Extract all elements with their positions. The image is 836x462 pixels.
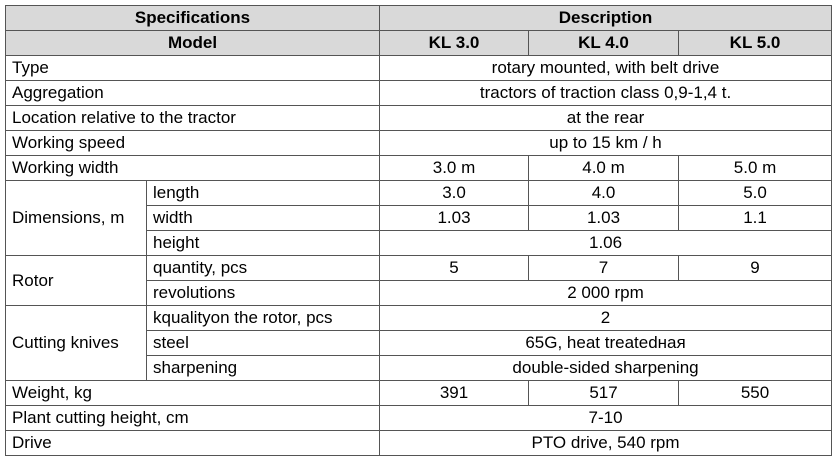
table-row [6,181,832,206]
table-row [6,106,832,131]
quantity-label: quantity, pcs [147,256,380,281]
table-row [6,156,832,181]
table-row [6,431,832,456]
type-value: rotary mounted, with belt drive [380,56,832,81]
quantity-kl30: 5 [380,256,529,281]
drive-label: Drive [6,431,380,456]
working-width-kl50: 5.0 m [679,156,832,181]
table-row [6,381,832,406]
width-kl40: 1.03 [529,206,679,231]
cutting-height-value: 7-10 [380,406,832,431]
cutting-height-label: Plant cutting height, cm [6,406,380,431]
sharpening-label: sharpening [147,356,380,381]
drive-value: PTO drive, 540 rpm [380,431,832,456]
steel-label: steel [147,331,380,356]
working-width-kl40: 4.0 m [529,156,679,181]
table-row [6,256,832,281]
width-kl30: 1.03 [380,206,529,231]
rotor-label: Rotor [6,256,147,306]
weight-kl30: 391 [380,381,529,406]
speed-label: Working speed [6,131,380,156]
location-label: Location relative to the tractor [6,106,380,131]
description-header: Description [380,6,832,31]
length-kl30: 3.0 [380,181,529,206]
location-value: at the rear [380,106,832,131]
length-kl50: 5.0 [679,181,832,206]
aggregation-value: tractors of traction class 0,9-1,4 t. [380,81,832,106]
quantity-kl40: 7 [529,256,679,281]
model-kl40-header: KL 4.0 [529,31,679,56]
weight-label: Weight, kg [6,381,380,406]
height-value: 1.06 [380,231,832,256]
length-label: length [147,181,380,206]
table-row [6,306,832,331]
quantity-kl50: 9 [679,256,832,281]
header-row [6,6,832,31]
cutting-knives-label: Cutting knives [6,306,147,381]
table-row [6,81,832,106]
specifications-header: Specifications [6,6,380,31]
knives-count-value: 2 [380,306,832,331]
table-row [6,406,832,431]
width-label: width [147,206,380,231]
length-kl40: 4.0 [529,181,679,206]
model-kl30-header: KL 3.0 [380,31,529,56]
model-header: Model [6,31,380,56]
dimensions-label: Dimensions, m [6,181,147,256]
revolutions-value: 2 000 rpm [380,281,832,306]
revolutions-label: revolutions [147,281,380,306]
sharpening-value: double-sided sharpening [380,356,832,381]
knives-count-label: kqualityon the rotor, pcs [147,306,380,331]
working-width-label: Working width [6,156,380,181]
model-row [6,31,832,56]
speed-value: up to 15 km / h [380,131,832,156]
height-label: height [147,231,380,256]
type-label: Type [6,56,380,81]
aggregation-label: Aggregation [6,81,380,106]
working-width-kl30: 3.0 m [380,156,529,181]
table-row [6,56,832,81]
weight-kl50: 550 [679,381,832,406]
model-kl50-header: KL 5.0 [679,31,832,56]
width-kl50: 1.1 [679,206,832,231]
weight-kl40: 517 [529,381,679,406]
table-row [6,131,832,156]
specifications-table [5,5,832,456]
steel-value: 65G, heat treatedная [380,331,832,356]
